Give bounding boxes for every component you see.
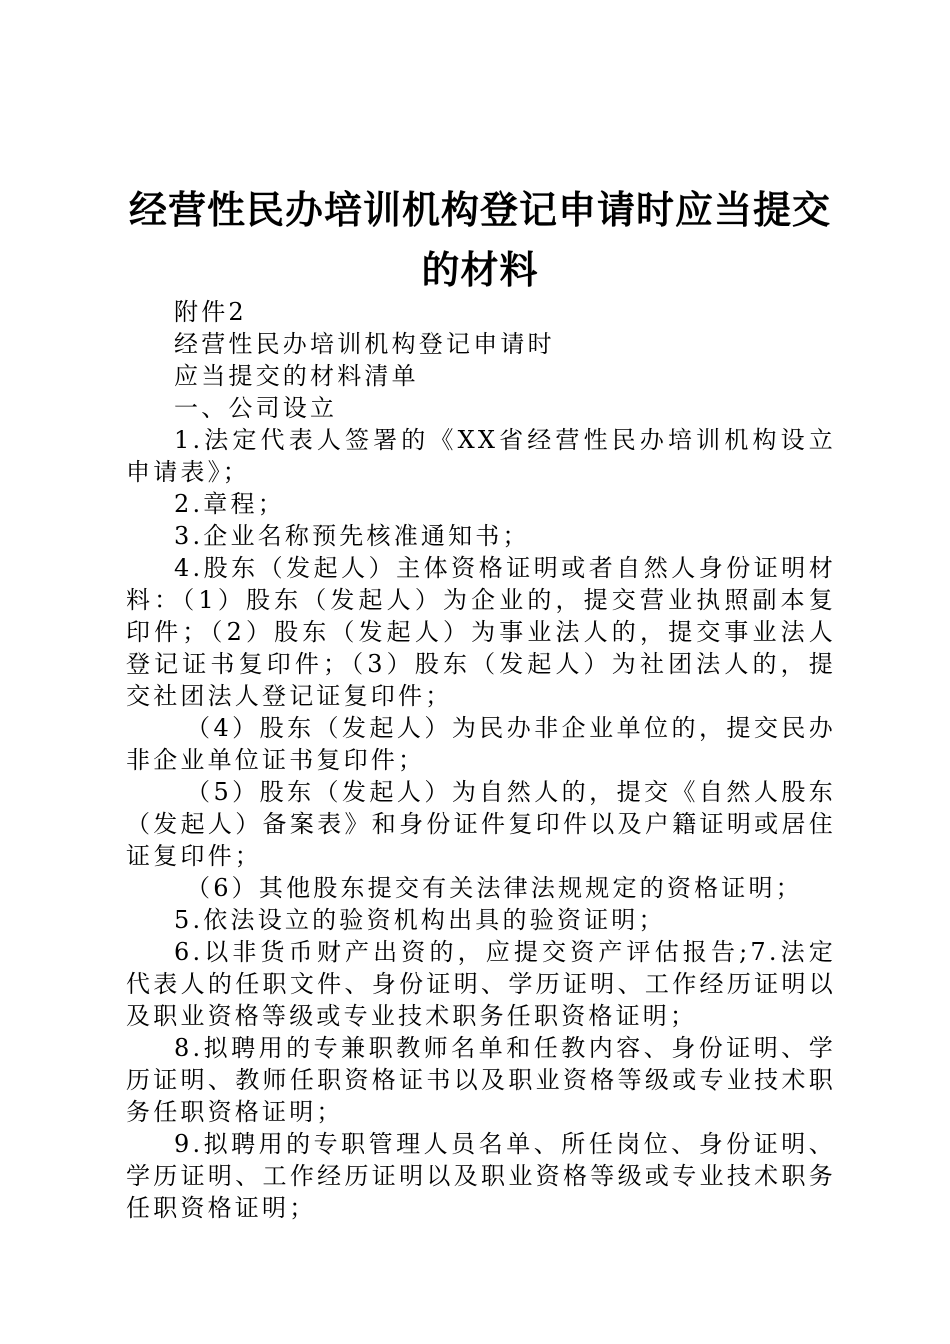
section-heading: 一、公司设立 <box>174 394 338 422</box>
document-title: 经营性民办培训机构登记申请时应当提交的材料 <box>128 188 831 292</box>
subtitle-line-1: 经营性民办培训机构登记申请时 <box>174 330 555 358</box>
attachment-label: 附件2 <box>174 298 247 326</box>
list-item: 8.拟聘用的专兼职教师名单和任教内容、身份证明、学历证明、教师任职资格证书以及职业资格等级或专业技术职务任职资格证明； <box>126 1034 836 1126</box>
list-item: 6.以非货币财产出资的，应提交资产评估报告;7.法定代表人的任职文件、身份证明、学历证明、工作经历证明以及职业资格等级或专业技术职务任职资格证明； <box>126 938 836 1030</box>
list-item: 3.企业名称预先核准通知书； <box>174 522 530 550</box>
list-item: 5.依法设立的验资机构出具的验资证明； <box>174 906 666 934</box>
list-item: 9.拟聘用的专职管理人员名单、所任岗位、身份证明、学历证明、工作经历证明以及职业资格等级或专业技术职务任职资格证明； <box>126 1130 836 1222</box>
list-item: 4.股东（发起人）主体资格证明或者自然人身份证明材料：（1）股东（发起人）为企业的，提交营业执照副本复印件；（2）股东（发起人）为事业法人的，提交事业法人登记证书复印件；（3）股东（发起人）为社团法人的，提交社团法人登记证复印件； <box>126 554 836 710</box>
list-subitem: （6）其他股东提交有关法律法规规定的资格证明； <box>186 874 803 902</box>
list-subitem: （5）股东（发起人）为自然人的，提交《自然人股东（发起人）备案表》和身份证件复印件以及户籍证明或居住证复印件； <box>126 778 836 870</box>
list-item: 2.章程； <box>174 490 285 518</box>
list-item: 1.法定代表人签署的《XX省经营性民办培训机构设立申请表》； <box>126 426 836 486</box>
list-subitem: （4）股东（发起人）为民办非企业单位的，提交民办非企业单位证书复印件； <box>126 714 836 774</box>
document-body <box>126 296 836 1224</box>
subtitle-line-2: 应当提交的材料清单 <box>174 362 419 390</box>
